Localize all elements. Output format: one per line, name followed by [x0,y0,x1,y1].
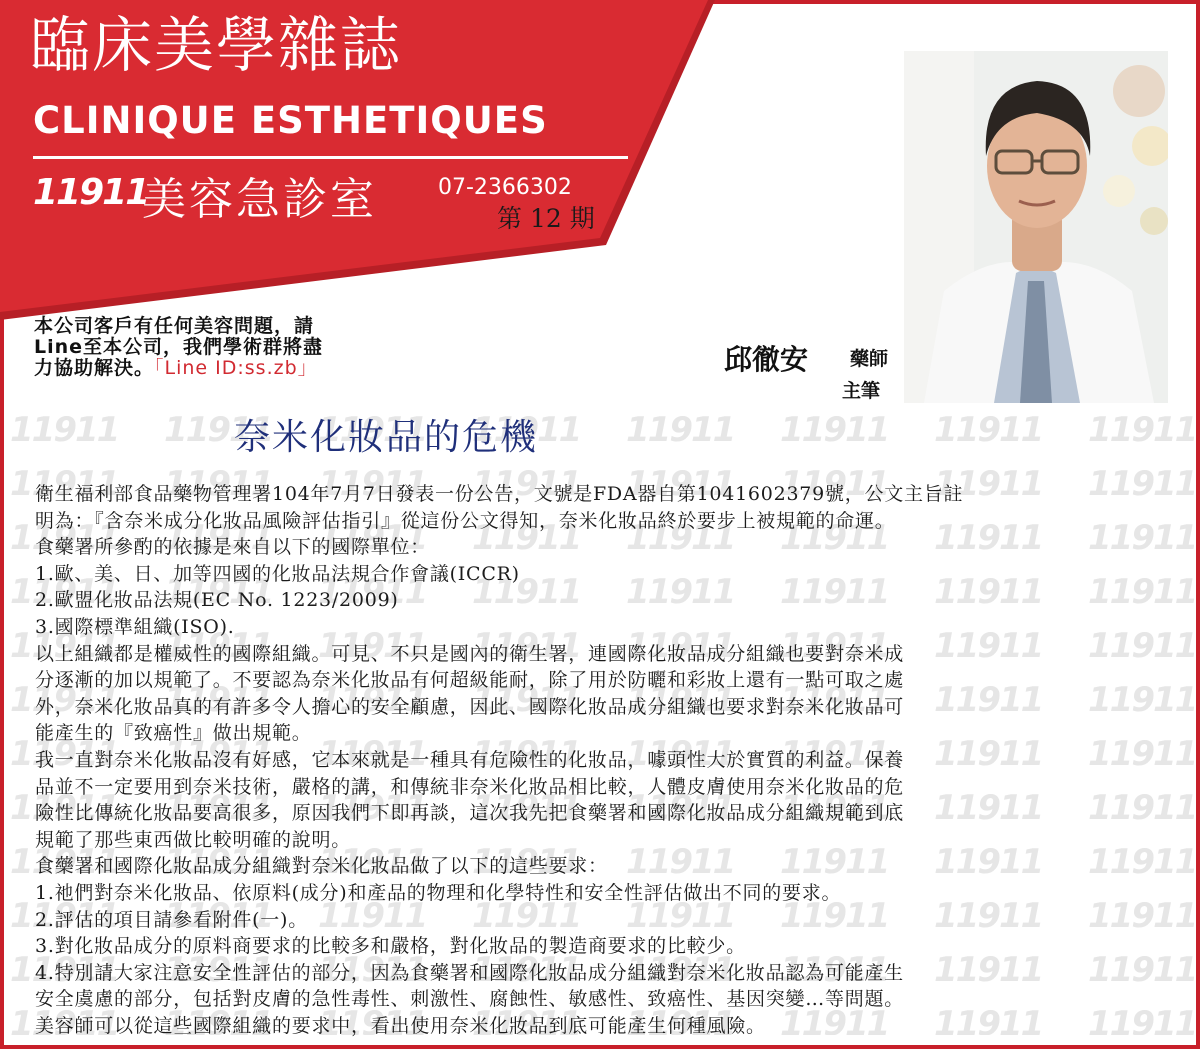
article-line: 衛生福利部食品藥物管理署104年7月7日發表一份公告，文號是FDA器自第1041602379號，公文主旨註 [35,483,964,505]
article-line: 分逐漸的加以規範了。不要認為奈米化妝品有何超級能耐，除了用於防曬和彩妝上還有一點可取之處 [35,669,905,692]
article-line: 外，奈米化妝品真的有許多令人擔心的安全顧慮，因此、國際化妝品成分組織也要求對奈米化妝品可 [35,695,905,718]
magazine-subtitle: CLINIQUE ESTHETIQUES [33,99,548,142]
phone-number: 07-2366302 [438,175,572,200]
article-line: 1.祂們對奈米化妝品、依原料(成分)和產品的物理和化學特性和安全性評估做出不同的要求。 [35,881,842,904]
brand-logo: 11911 [33,172,149,213]
author-byline: 主筆 [842,380,881,402]
section-title: 美容急診室 [142,174,377,225]
line-id: 「Line ID:ss.zb」 [154,357,318,379]
article-line: 明為：『含奈米成分化妝品風險評估指引』從這份公文得知，奈米化妝品終於要步上被規範的命運。 [35,509,895,532]
article-line: 3.國際標準組織(ISO). [35,615,235,638]
article-body [35,481,1170,1039]
article-line: 2.歐盟化妝品法規(EC No. 1223/2009) [35,589,399,612]
author-name: 邱徹安 [724,343,809,376]
customer-notice [34,316,454,379]
issue-number: 第 12 期 [497,204,595,233]
article-line: 1.歐、美、日、加等四國的化妝品法規合作會議(ICCR) [35,562,520,585]
magazine-title: 臨床美學雜誌 [30,11,402,81]
notice-line: 本公司客戶有任何美容問題，請 [34,315,315,337]
notice-line [34,358,454,379]
article-line: 食藥署和國際化妝品成分組織對奈米化妝品做了以下的這些要求： [35,855,608,878]
article-line: 安全虞慮的部分，包括對皮膚的急性毒性、刺激性、腐蝕性、敏感性、致癌性、基因突變…等問題。 [35,988,905,1011]
header-divider [33,156,628,159]
article-line: 美容師可以從這些國際組織的要求中，看出使用奈米化妝品到底可能產生何種風險。 [35,1014,766,1037]
article-line: 食藥署所參酌的依據是來自以下的國際單位： [35,536,431,559]
article-line: 險性比傳統化妝品要高很多，原因我們下即再談，這次我先把食藥署和國際化妝品成分組織規範到底 [35,802,905,825]
article-line: 3.對化妝品成分的原料商要求的比較多和嚴格，對化妝品的製造商要求的比較少。 [35,935,746,958]
article-line: 規範了那些東西做比較明確的說明。 [35,828,352,851]
article-line: 能產生的『致癌性』做出規範。 [35,722,312,745]
author-title: 藥師 [850,348,889,370]
notice-line: Line至本公司，我們學術群將盡 [34,336,324,358]
article-title: 奈米化妝品的危機 [234,417,539,458]
article-line: 4.特別請大家注意安全性評估的部分，因為食藥署和國際化妝品成分組織對奈米化妝品認為可能產生 [35,961,904,984]
notice-line-text: 力協助解決。 [34,357,155,379]
article-line: 品並不一定要用到奈米技術，嚴格的講，和傳統非奈米化妝品相比較，人體皮膚使用奈米化妝品的危 [35,775,905,798]
article-line: 我一直對奈米化妝品沒有好感，它本來就是一種具有危險性的化妝品，噱頭性大於實質的利益。保養 [35,748,905,771]
article-line: 以上組織都是權威性的國際組織。可見、不只是國內的衛生署，連國際化妝品成分組織也要對奈米成 [35,642,905,665]
article-line: 2.評估的項目請參看附件(一)。 [35,908,308,931]
author-photo [904,51,1168,403]
